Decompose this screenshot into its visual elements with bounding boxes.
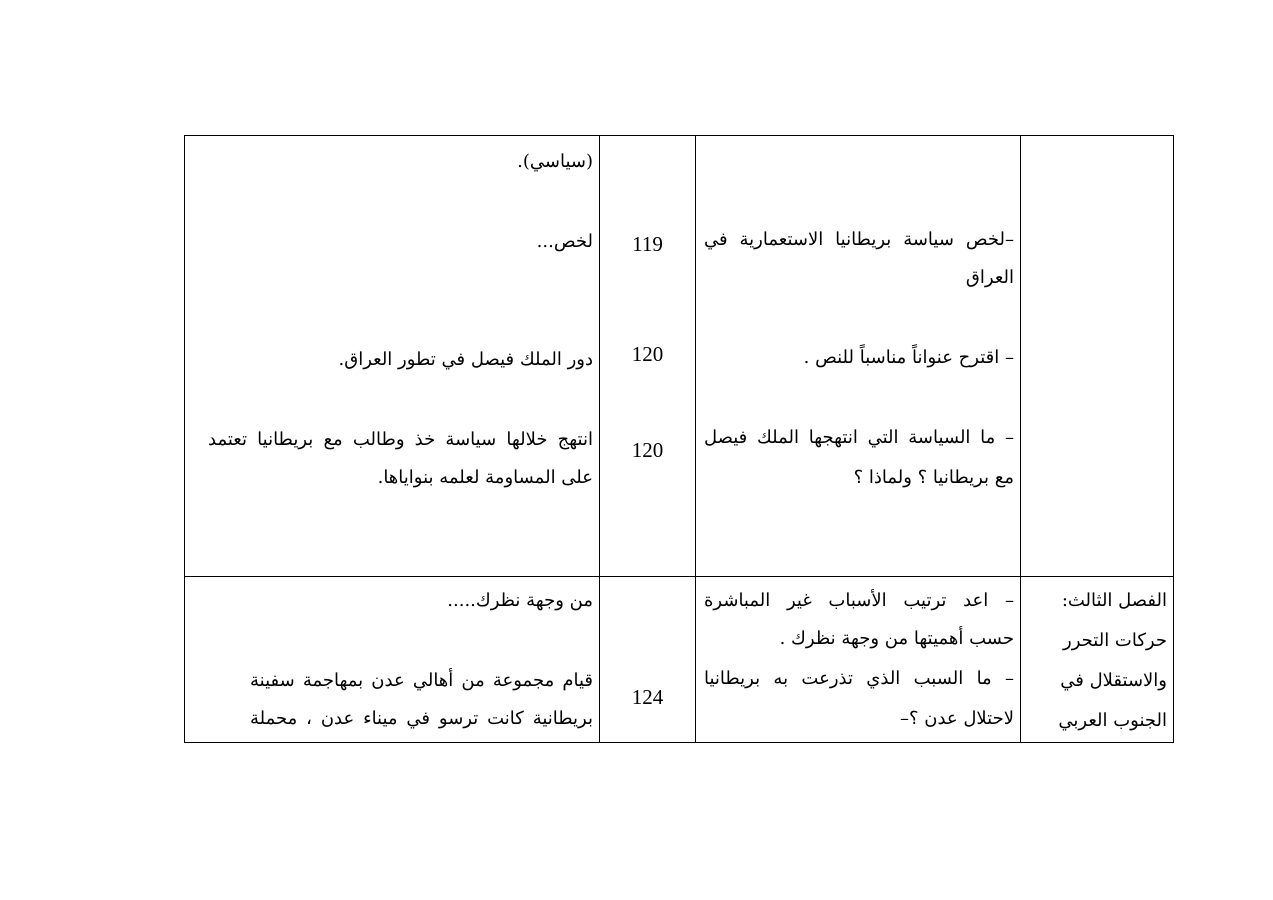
chapter-title: الجنوب العربي — [1058, 710, 1167, 731]
page-number: 120 — [631, 342, 664, 366]
question-text: حسب أهميتها من وجهة نظرك . — [779, 628, 1014, 649]
answer-text: من وجهة نظرك..... — [447, 590, 593, 611]
chapter-title: الفصل الثالث: — [1061, 590, 1167, 611]
page-number: 120 — [631, 438, 664, 462]
answer-text: على المساومة لعلمه بنواياها. — [377, 467, 593, 488]
answer-cell — [185, 577, 600, 743]
chapter-title: حركات التحرر — [1063, 630, 1167, 651]
table-row — [185, 577, 1174, 743]
answer-text: لخص... — [536, 231, 593, 252]
question-text: مع بريطانيا ؟ ولماذا ؟ — [853, 467, 1014, 488]
question-text: – اعد ترتيب الأسباب غير المباشرة — [704, 590, 1014, 611]
question-cell — [696, 136, 1021, 577]
answer-text: (سياسي). — [517, 151, 593, 172]
answer-text: انتهج خلالها سياسة خذ وطالب مع بريطانيا تعتمد — [208, 429, 593, 450]
question-text: – اقترح عنواناً مناسباً للنص . — [803, 347, 1014, 368]
lesson-table — [184, 135, 1174, 743]
page-number-cell — [600, 136, 696, 577]
question-cell — [696, 577, 1021, 743]
chapter-title: والاستقلال في — [1060, 670, 1167, 691]
page-number-cell — [600, 577, 696, 743]
chapter-cell — [1021, 136, 1174, 577]
question-text: – ما السبب الذي تذرعت به بريطانيا — [704, 668, 1014, 689]
page-number: 124 — [631, 685, 664, 709]
page-number: 119 — [632, 232, 663, 256]
table-row — [185, 136, 1174, 577]
question-text: العراق — [965, 267, 1014, 288]
question-text: لاحتلال عدن ؟– — [899, 708, 1014, 729]
chapter-cell — [1021, 577, 1174, 743]
question-text: –لخص سياسة بريطانيا الاستعمارية في — [704, 229, 1014, 250]
answer-text: بريطانية كانت ترسو في ميناء عدن ، محملة — [250, 708, 593, 729]
answer-cell — [185, 136, 600, 577]
question-text: – ما السياسة التي انتهجها الملك فيصل — [704, 427, 1014, 448]
answer-text: قيام مجموعة من أهالي عدن بمهاجمة سفينة — [250, 670, 593, 691]
answer-text: دور الملك فيصل في تطور العراق. — [338, 349, 593, 370]
